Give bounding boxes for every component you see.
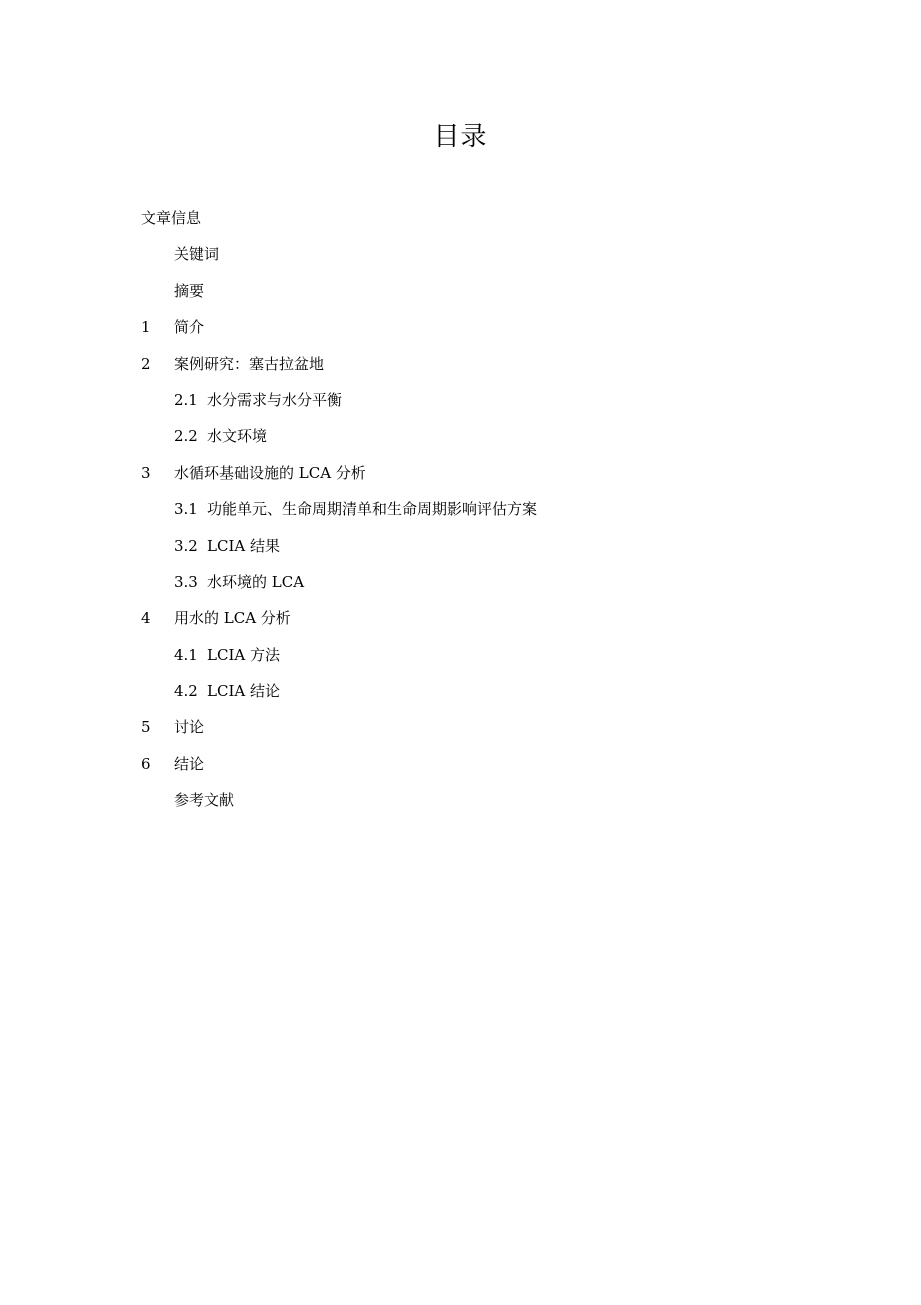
toc-entry-text: 水分需求与水分平衡 xyxy=(207,390,343,409)
toc-entry-number: 2 xyxy=(141,354,151,373)
toc-entry-number: 4.2 xyxy=(174,682,198,701)
toc-entry-section-2-2[interactable] xyxy=(141,418,781,454)
toc-entry-number: 1 xyxy=(141,318,151,337)
toc-entry-number: 3.1 xyxy=(174,500,198,519)
toc-entry-text: 关键词 xyxy=(174,245,220,264)
toc-entry-number: 2.2 xyxy=(174,427,198,446)
toc-entry-text: 用水的 LCA 分析 xyxy=(174,609,291,628)
toc-entry-text: 简介 xyxy=(174,318,205,337)
toc-entry-text: 功能单元、生命周期清单和生命周期影响评估方案 xyxy=(207,500,538,519)
toc-entry-number: 3 xyxy=(141,463,151,482)
toc-entry-number: 2.1 xyxy=(174,390,198,409)
toc-entry-text: LCIA 结果 xyxy=(207,536,280,555)
toc-entry-text: 摘要 xyxy=(174,281,205,300)
toc-entry-section-1[interactable] xyxy=(141,309,781,345)
toc-entry-section-3-1[interactable] xyxy=(141,491,781,527)
toc-entry-text: 参考文献 xyxy=(174,791,235,810)
toc-entry-text: 水环境的 LCA xyxy=(207,572,305,591)
toc-entry-section-3[interactable] xyxy=(141,455,781,491)
toc-entry-text: 水文环境 xyxy=(207,427,268,446)
toc-entry-number: 4 xyxy=(141,609,151,628)
toc-entry-article-info[interactable] xyxy=(141,200,781,236)
toc-entry-text: 讨论 xyxy=(174,718,205,737)
page-title: 目录 xyxy=(433,122,488,152)
toc-entry-section-5[interactable] xyxy=(141,709,781,745)
toc-entry-keywords[interactable] xyxy=(141,236,781,272)
toc-entry-section-3-2[interactable] xyxy=(141,528,781,564)
toc-entry-section-3-3[interactable] xyxy=(141,564,781,600)
toc-entry-text: 文章信息 xyxy=(141,209,202,227)
toc-entry-number: 3.2 xyxy=(174,536,198,555)
toc-entry-section-2-1[interactable] xyxy=(141,382,781,418)
toc-entry-section-6[interactable] xyxy=(141,746,781,782)
toc-entry-number: 4.1 xyxy=(174,645,198,664)
table-of-contents xyxy=(141,200,781,819)
toc-entry-section-2[interactable] xyxy=(141,346,781,382)
toc-entry-section-4[interactable] xyxy=(141,600,781,636)
toc-entry-text: 案例研究：塞古拉盆地 xyxy=(174,354,325,373)
toc-entry-number: 3.3 xyxy=(174,572,198,591)
toc-entry-number: 5 xyxy=(141,718,151,737)
toc-entry-text: 水循环基础设施的 LCA 分析 xyxy=(174,463,366,482)
toc-entry-text: LCIA 结论 xyxy=(207,682,280,701)
toc-entry-text: LCIA 方法 xyxy=(207,645,280,664)
toc-entry-number: 6 xyxy=(141,754,151,773)
toc-entry-section-4-1[interactable] xyxy=(141,637,781,673)
toc-entry-references[interactable] xyxy=(141,782,781,818)
toc-entry-section-4-2[interactable] xyxy=(141,673,781,709)
toc-entry-text: 结论 xyxy=(174,754,205,773)
toc-entry-abstract[interactable] xyxy=(141,273,781,309)
